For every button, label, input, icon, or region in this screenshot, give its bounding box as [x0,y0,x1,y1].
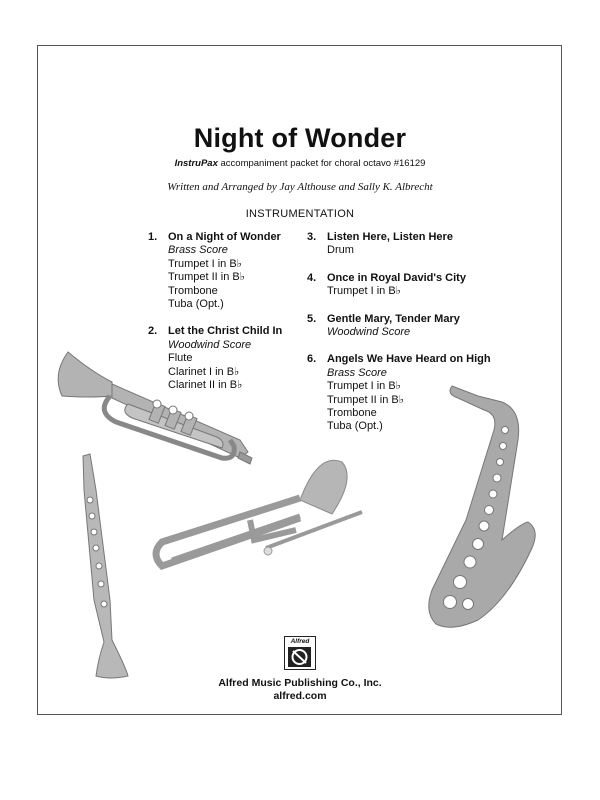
publisher-name: Alfred Music Publishing Co., Inc. [218,677,382,689]
song-item [307,272,491,299]
trombone-illustration [156,460,362,566]
part-name: Clarinet I in B♭ [168,365,240,378]
song-number: 4. [307,271,317,284]
logo-text: Alfred [290,638,310,645]
song-item [307,313,491,340]
part-name: Trumpet II in B♭ [168,271,245,284]
song-item [148,325,282,392]
part-name: Trumpet I in B♭ [327,380,401,393]
song-number: 1. [148,231,158,243]
subtitle [0,158,600,169]
part-name: Brass Score [168,244,228,257]
part-name: Trombone [327,407,377,420]
song-number: 3. [307,231,317,243]
song-title: Gentle Mary, Tender Mary [327,312,460,325]
song-list-right [307,231,491,434]
song-number: 6. [307,353,317,366]
song-item [307,231,491,258]
credits-line: Written and Arranged by Jay Althouse and Sally K. Albrecht [167,181,433,193]
alfred-logo [284,636,316,670]
part-name: Woodwind Score [327,326,411,339]
song-title: On a Night of Wonder [168,231,281,243]
part-name: Tuba (Opt.) [327,420,383,433]
subtitle-brand: InstruPax [174,158,218,169]
song-title: Once in Royal David's City [327,271,466,284]
part-name: Drum [327,244,354,257]
part-name: Tuba (Opt.) [168,298,224,311]
song-number: 5. [307,312,317,325]
part-name: Trumpet I in B♭ [327,285,401,298]
song-number: 2. [148,325,158,338]
page-title: Night of Wonder [193,123,407,153]
part-name: Trumpet I in B♭ [168,257,242,270]
part-name: Trumpet II in B♭ [327,393,404,406]
part-name: Brass Score [327,366,387,379]
part-name: Clarinet II in B♭ [168,379,243,392]
publisher-website: alfred.com [273,690,327,702]
song-list-left [148,231,282,392]
song-title: Let the Christ Child In [168,325,283,338]
instrumentation-heading: INSTRUMENTATION [245,208,355,220]
song-item [307,353,491,433]
subtitle-text: accompaniment packet for choral octavo #16129 [217,158,426,169]
part-name: Flute [168,352,193,365]
clarinet-illustration [83,454,128,678]
logo-mark-icon [288,647,311,667]
song-item [148,231,282,311]
part-name: Woodwind Score [168,338,252,351]
part-name: Trombone [168,284,218,297]
song-title: Listen Here, Listen Here [327,231,453,243]
song-title: Angels We Have Heard on High [327,353,491,366]
